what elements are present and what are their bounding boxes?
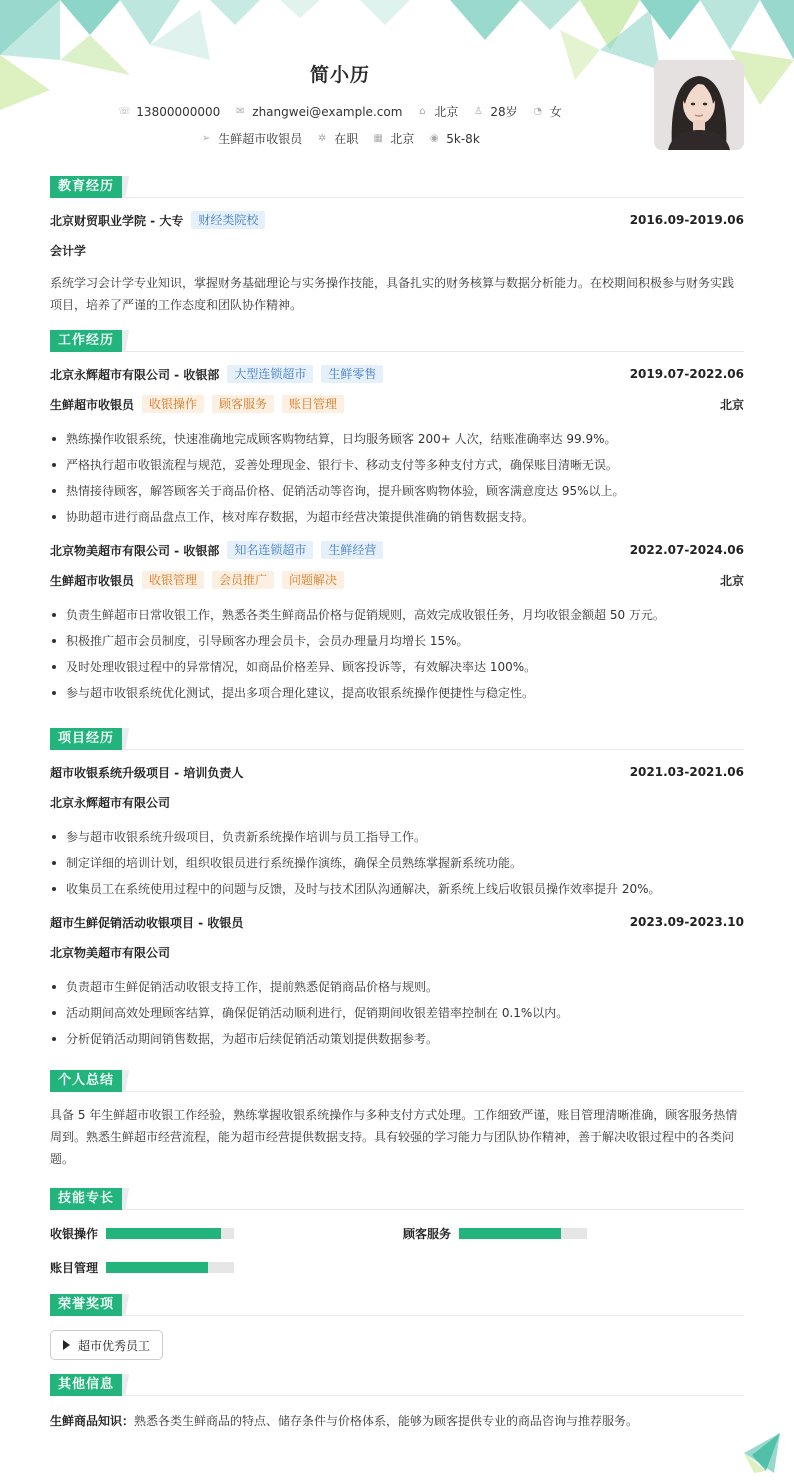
other-text: 熟悉各类生鲜商品的特点、储存条件与价格体系，能够为顾客提供专业的商品咨询与推荐服务。 (134, 1414, 639, 1428)
home-icon: ⌂ (419, 106, 426, 117)
age-text: 28岁 (490, 105, 518, 119)
section-header (50, 1188, 744, 1210)
work-bullets (50, 602, 744, 706)
list-item: 热情接待顾客，解答顾客关于商品价格、促销活动等咨询，提升顾客购物体验，顾客满意度达 95%以上。 (50, 478, 744, 504)
skill-name: 账目管理 (50, 1260, 99, 1275)
salary-icon: ◉ (429, 133, 439, 144)
phone-text: 13800000000 (136, 104, 221, 119)
summary-text: 具备 5 年生鲜超市收银工作经验，熟练掌握收银系统操作与多种支付方式处理。工作细致严谨，账目管理清晰准确，顾客服务热情周到。熟悉生鲜超市经营流程，能为超市经营提供数据支持。具有较强的学习能力与团队协作精神，善于解决收银过程中的各类问题。 (50, 1108, 738, 1166)
resume-body (50, 176, 744, 1432)
education-section (50, 176, 744, 316)
skill-name: 顾客服务 (403, 1226, 452, 1241)
work-item (50, 366, 744, 530)
list-item: 及时处理收银过程中的异常情况，如商品价格差异、顾客投诉等，有效解决率达 100%。 (50, 654, 744, 680)
email-icon: ✉ (236, 106, 245, 117)
company-tag: 知名连锁超市 (227, 541, 313, 559)
send-icon: ➢ (202, 133, 211, 144)
location-item (416, 103, 458, 120)
work-section (50, 330, 744, 706)
skill-item (403, 1224, 744, 1242)
section-title-tail (122, 330, 136, 352)
age-icon: ♙ (473, 106, 483, 117)
list-item: 参与超市收银系统优化测试，提出多项合理化建议，提高收银系统操作便捷性与稳定性。 (50, 680, 744, 706)
other-info (50, 1410, 744, 1432)
work-role-row (50, 396, 744, 412)
skill-name: 收银操作 (50, 1226, 99, 1241)
gender-icon: ◔ (533, 106, 543, 117)
company-tag: 生鲜经营 (321, 541, 383, 559)
other-section (50, 1374, 744, 1432)
section-title: 荣誉奖项 (50, 1294, 122, 1316)
education-row (50, 212, 744, 228)
project-bullets (50, 974, 744, 1052)
project-bullets (50, 824, 744, 902)
city-icon: ▦ (373, 133, 383, 144)
skill-tag: 收银操作 (142, 395, 204, 413)
section-title-tail (122, 1294, 136, 1316)
skill-bar (106, 1262, 234, 1273)
work-city: 北京 (719, 397, 744, 412)
project-company: 北京物美超市有限公司 (50, 945, 171, 960)
section-title: 其他信息 (50, 1374, 122, 1396)
email-item (234, 103, 402, 120)
school-name: 北京财贸职业学院 - 大专 (50, 213, 184, 228)
work-company-row (50, 542, 744, 558)
skill-bar (106, 1228, 234, 1239)
section-title-tail (122, 1070, 136, 1092)
section-header (50, 1374, 744, 1396)
skill-tag: 收银管理 (142, 571, 204, 589)
list-item: 熟练操作收银系统，快速准确地完成顾客购物结算，日均服务顾客 200+ 人次，结账准确率达 99.9%。 (50, 426, 744, 452)
section-title: 教育经历 (50, 176, 122, 198)
section-title: 项目经历 (50, 728, 122, 750)
list-item: 协助超市进行商品盘点工作，核对库存数据，为超市经营决策提供准确的销售数据支持。 (50, 504, 744, 530)
skill-fill (106, 1228, 221, 1239)
skill-item (50, 1258, 403, 1276)
job-item (200, 130, 302, 147)
work-item (50, 542, 744, 706)
skill-item (50, 1224, 403, 1242)
project-title: 超市生鲜促销活动收银项目 - 收银员 (50, 915, 244, 930)
award-text: 超市优秀员工 (78, 1338, 151, 1353)
project-company-row (50, 794, 744, 810)
phone-icon: ☏ (118, 106, 131, 117)
role-name: 生鲜超市收银员 (50, 397, 135, 412)
company-name: 北京永辉超市有限公司 - 收银部 (50, 367, 220, 382)
work-company-row (50, 366, 744, 382)
corner-decoration (744, 1433, 780, 1473)
company-tag: 大型连锁超市 (227, 365, 313, 383)
status-item (316, 130, 358, 147)
company-tag: 生鲜零售 (321, 365, 383, 383)
work-role-row (50, 572, 744, 588)
major-name: 会计学 (50, 243, 87, 258)
skill-tag: 账目管理 (282, 395, 344, 413)
salary-text: 5k-8k (446, 131, 480, 146)
section-title-tail (122, 728, 136, 750)
project-title-row (50, 914, 744, 930)
project-section (50, 728, 744, 1052)
project-period: 2021.03-2021.06 (629, 765, 744, 779)
gender-text: 女 (549, 105, 562, 119)
work-city: 北京 (719, 573, 744, 588)
play-icon (63, 1340, 70, 1350)
list-item: 制定详细的培训计划，组织收银员进行系统操作演练，确保全员熟练掌握新系统功能。 (50, 850, 744, 876)
status-text: 在职 (334, 132, 359, 146)
salary-item (428, 130, 480, 147)
job-text: 生鲜超市收银员 (218, 132, 303, 146)
project-item (50, 914, 744, 1052)
education-desc: 系统学习会计学专业知识，掌握财务基础理论与实务操作技能，具备扎实的财务核算与数据分析能力。在校期间积极参与财务实践项目，培养了严谨的工作态度和团队协作精神。 (50, 276, 735, 312)
summary-section (50, 1070, 744, 1170)
skill-tag: 顾客服务 (212, 395, 274, 413)
city-item (372, 130, 414, 147)
list-item: 收集员工在系统使用过程中的问题与反馈，及时与技术团队沟通解决，新系统上线后收银员操作效率提升 20%。 (50, 876, 744, 902)
list-item: 严格执行超市收银流程与规范，妥善处理现金、银行卡、移动支付等多种支付方式，确保账目清晰无误。 (50, 452, 744, 478)
skill-fill (106, 1262, 208, 1273)
status-icon: ✲ (318, 133, 327, 144)
project-company: 北京永辉超市有限公司 (50, 795, 171, 810)
section-title: 工作经历 (50, 330, 122, 352)
other-label: 生鲜商品知识： (50, 1414, 135, 1428)
skill-bar (459, 1228, 587, 1239)
section-title: 技能专长 (50, 1188, 122, 1210)
role-name: 生鲜超市收银员 (50, 573, 135, 588)
section-title-tail (122, 176, 136, 198)
contact-row (0, 103, 680, 120)
skill-fill (459, 1228, 561, 1239)
project-title: 超市收银系统升级项目 - 培训负责人 (50, 765, 244, 780)
awards-section (50, 1294, 744, 1374)
skills-grid (50, 1224, 744, 1276)
list-item: 参与超市收银系统升级项目，负责新系统操作培训与员工指导工作。 (50, 824, 744, 850)
section-header (50, 728, 744, 750)
company-name: 北京物美超市有限公司 - 收银部 (50, 543, 220, 558)
list-item: 活动期间高效处理顾客结算，确保促销活动顺利进行，促销期间收银差错率控制在 0.1%以内。 (50, 1000, 744, 1026)
work-bullets (50, 426, 744, 530)
work-period: 2022.07-2024.06 (629, 543, 744, 557)
skill-tag: 问题解决 (282, 571, 344, 589)
location-text: 北京 (434, 105, 459, 119)
major-row (50, 242, 744, 258)
section-header (50, 176, 744, 198)
award-item (50, 1330, 163, 1360)
list-item: 负责生鲜超市日常收银工作，熟悉各类生鲜商品价格与促销规则，高效完成收银任务，月均收银金额超 50 万元。 (50, 602, 744, 628)
age-item (472, 103, 517, 120)
skill-tag: 会员推广 (212, 571, 274, 589)
city-text: 北京 (390, 132, 415, 146)
education-period: 2016.09-2019.06 (629, 213, 744, 227)
section-title-tail (122, 1374, 136, 1396)
project-company-row (50, 944, 744, 960)
list-item: 积极推广超市会员制度，引导顾客办理会员卡，会员办理量月均增长 15%。 (50, 628, 744, 654)
skills-section (50, 1188, 744, 1276)
intent-row (0, 130, 680, 147)
project-title-row (50, 764, 744, 780)
section-header (50, 330, 744, 352)
section-title: 个人总结 (50, 1070, 122, 1092)
project-item (50, 764, 744, 902)
school-tag: 财经类院校 (191, 211, 265, 229)
candidate-name: 简小历 (309, 64, 370, 86)
section-header (50, 1294, 744, 1316)
email-text: zhangwei@example.com (252, 104, 403, 119)
resume-header (0, 0, 794, 160)
section-title-tail (122, 1188, 136, 1210)
list-item: 分析促销活动期间销售数据，为超市后续促销活动策划提供数据参考。 (50, 1026, 744, 1052)
phone-item (118, 103, 220, 120)
gender-item (532, 103, 562, 120)
project-period: 2023.09-2023.10 (629, 915, 744, 929)
section-header (50, 1070, 744, 1092)
work-period: 2019.07-2022.06 (629, 367, 744, 381)
list-item: 负责超市生鲜促销活动收银支持工作，提前熟悉促销商品价格与规则。 (50, 974, 744, 1000)
avatar (654, 60, 744, 150)
